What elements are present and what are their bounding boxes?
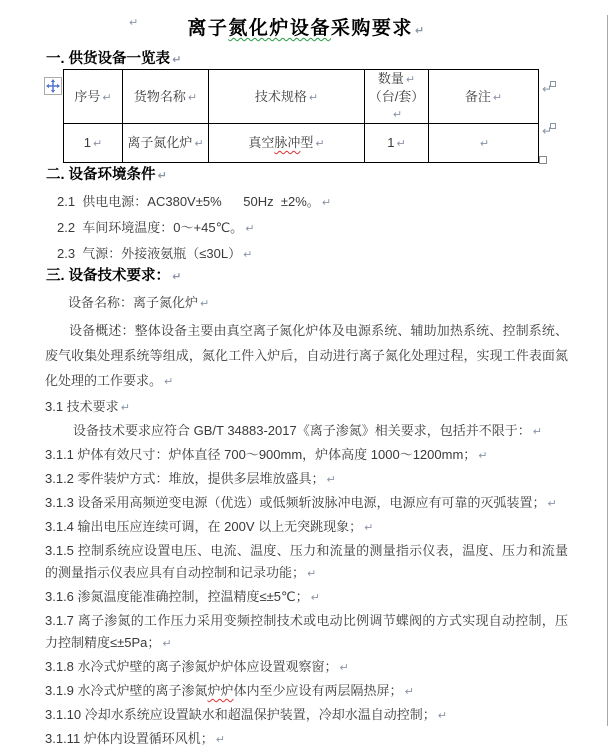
title-text: 采购要求 [330,18,413,39]
paragraph-mark: ↵ [532,425,542,438]
tech-text: 3.1.7 离子渗氮的工作压力采用变频控制技术或电动比例调节蝶阀的方式实现自动控制，压力控制精度≤±5Pa； [45,613,568,650]
tech-text: 3.1.4 输出电压应连续可调，在 200V 以上无突跳现象； [45,519,363,534]
header-text: 备注 [464,88,491,104]
cell-end-mark: ↵ [392,108,403,121]
tech-text: 3.1.6 渗氮温度能准确控制，控温精度≤±5℃； [45,589,309,604]
tech-text: 3.1.1 炉体有效尺寸：炉体直径 700～900mm，炉体高度 1000～1200mm； [45,447,477,462]
paragraph-mark: ↵ [200,297,210,310]
cell-end-mark: ↵ [479,137,490,150]
tech-item-311 [45,444,568,467]
document-page [0,15,611,746]
header-cell-name[interactable] [123,70,209,124]
tech-text: 3.1.10 冷却水系统应设置缺水和超温保护装置，冷却水温自动控制； [45,707,436,722]
device-name-paragraph [45,295,568,312]
cell-text: 真空 [248,135,275,150]
section-heading-2-text: 二. 设备环境条件 [46,167,156,183]
header-cell-spec[interactable] [209,70,365,124]
tech-text: 3.1.9 水冷式炉壁的离子渗氮 [45,683,208,698]
page-title [45,15,568,44]
title-text: 离子 [187,18,229,39]
paragraph-text: 设备概述：整体设备主要由真空离子氮化炉体及电源系统、辅助加热系统、控制系统、废气收集处理系统等组成，氮化工件入炉后，自动进行离子氮化处理过程，实现工件表面氮化处理的工作要求。 [45,323,568,388]
tech-text: 3.1.3 设备采用高频逆变电源（优选）或低频斩波脉冲电源，电源应有可靠的灭弧装置； [45,495,546,510]
tech-item-318 [45,656,568,679]
header-text: 技术规格 [254,88,307,104]
tech-item-316 [45,586,568,609]
cell-end-mark: ↵ [194,137,204,150]
paragraph-mark: ↵ [307,567,317,580]
header-cell-no[interactable] [64,70,123,124]
env-item-text: 2.1 供电电源：AC380V±5% 50Hz ±2%。 [57,194,320,209]
cell-end-mark: ↵ [492,90,503,104]
cell-end-mark: ↵ [405,73,416,86]
cell-name[interactable] [123,124,209,163]
paragraph-mark: ↵ [547,497,557,510]
header-text: （台/套） [368,89,425,104]
paragraph-mark: ↵ [321,196,332,209]
paragraph-mark: ↵ [437,709,447,722]
paragraph-mark: ↵ [164,375,174,388]
section-heading-1 [46,51,568,68]
cell-qty[interactable] [365,124,429,163]
paragraph-mark: ↵ [162,637,172,650]
header-cell-note[interactable] [429,70,539,124]
cell-note[interactable] [429,124,539,163]
section-heading-3-text: 三. 设备技术要求： [46,268,171,284]
tech-text: 3.1.8 水冷式炉壁的离子渗氮炉炉体应设置观察窗； [45,659,338,674]
supply-table-area [45,69,568,163]
tech-text: 体内至少应设有两层隔热屏； [233,683,403,698]
cell-no[interactable] [64,124,123,163]
section-heading-1-text: 一. 供货设备一览表 [46,51,171,67]
tech-text: 3.1.2 零件装炉方式：堆放，提供多层堆放盛具； [45,471,325,486]
cell-end-mark: ↵ [93,137,103,150]
paragraph-mark: ↵ [245,222,255,235]
paragraph-mark: ↵ [339,661,349,674]
header-text: 序号 [74,88,101,104]
tech-item-315 [45,540,568,585]
env-item-text: 2.3 气源：外接液氨瓶（≤30L） [57,246,242,261]
technical-requirements [45,396,568,751]
section-heading-3 [46,268,568,285]
tech-item-312 [45,468,568,491]
tech-text: 设备技术要求应符合 GB/T 34883-2017《离子渗氮》相关要求，包括并不限于： [73,423,531,438]
paragraph-mark: ↵ [243,248,253,261]
tech-item-standard [45,420,568,443]
row-end-mark: ↵ [542,81,556,96]
cell-text: 1 [83,135,91,150]
move-arrows-icon [46,79,60,93]
env-item-power [57,194,568,211]
tech-text: 3.1.11 炉体内设置循环风机； [45,731,214,746]
cell-end-mark: ↵ [102,90,112,104]
header-text: 数量 [377,71,404,86]
env-item-temperature [57,220,568,237]
table-row [64,124,539,163]
tech-item-314 [45,516,568,539]
cell-text-spellcheck: 脉冲 [274,135,301,150]
section-heading-2 [46,167,568,184]
cell-end-mark: ↵ [315,137,325,150]
tech-text: 3.1.5 控制系统应设置电压、电流、温度、压力和流量的测量指示仪表，温度、压力和流量的测量指示仪表应具有自动控制和记录功能； [45,543,568,580]
title-text-spellcheck: 氮化炉设备 [228,18,331,39]
env-item-gas [57,246,568,263]
paragraph-mark: ↵ [129,16,139,29]
tech-item-31 [45,396,568,419]
tech-item-3110 [45,704,568,727]
paragraph-mark: ↵ [326,473,336,486]
tech-item-317 [45,610,568,655]
cell-end-mark: ↵ [396,137,406,150]
table-resize-handle[interactable] [539,156,547,164]
header-cell-qty[interactable] [365,70,429,124]
row-end-mark: ↵ [542,123,556,138]
device-overview-paragraph [45,318,568,394]
table-move-handle[interactable] [44,77,62,95]
paragraph-mark: ↵ [478,449,488,462]
cell-spec[interactable] [209,124,365,163]
env-item-text: 2.2 车间环境温度：0～+45℃。 [57,220,244,235]
cell-text: 型 [300,135,314,150]
paragraph-mark: ↵ [364,521,374,534]
tech-text-spellcheck: 炉炉 [207,683,234,698]
tech-text: 3.1 技术要求 [45,399,119,414]
paragraph-text: 设备名称：离子氮化炉 [68,295,199,310]
cell-end-mark: ↵ [187,90,198,104]
tech-item-313 [45,492,568,515]
paragraph-mark: ↵ [157,169,167,182]
tech-item-319 [45,680,568,703]
paragraph-mark: ↵ [414,24,426,37]
header-text: 货物名称 [133,88,186,104]
cell-end-mark: ↵ [308,90,319,104]
table-header-row [64,70,539,124]
paragraph-mark: ↵ [172,270,182,283]
cell-text: 离子氮化炉 [127,135,193,150]
paragraph-mark: ↵ [120,401,130,414]
paragraph-mark: ↵ [310,591,320,604]
page-boundary-line [607,15,608,726]
supply-table [63,69,539,163]
paragraph-mark: ↵ [404,685,414,698]
tech-item-3111 [45,728,568,751]
cell-text: 1 [387,135,395,150]
paragraph-mark: ↵ [215,733,226,746]
paragraph-mark: ↵ [172,53,182,66]
